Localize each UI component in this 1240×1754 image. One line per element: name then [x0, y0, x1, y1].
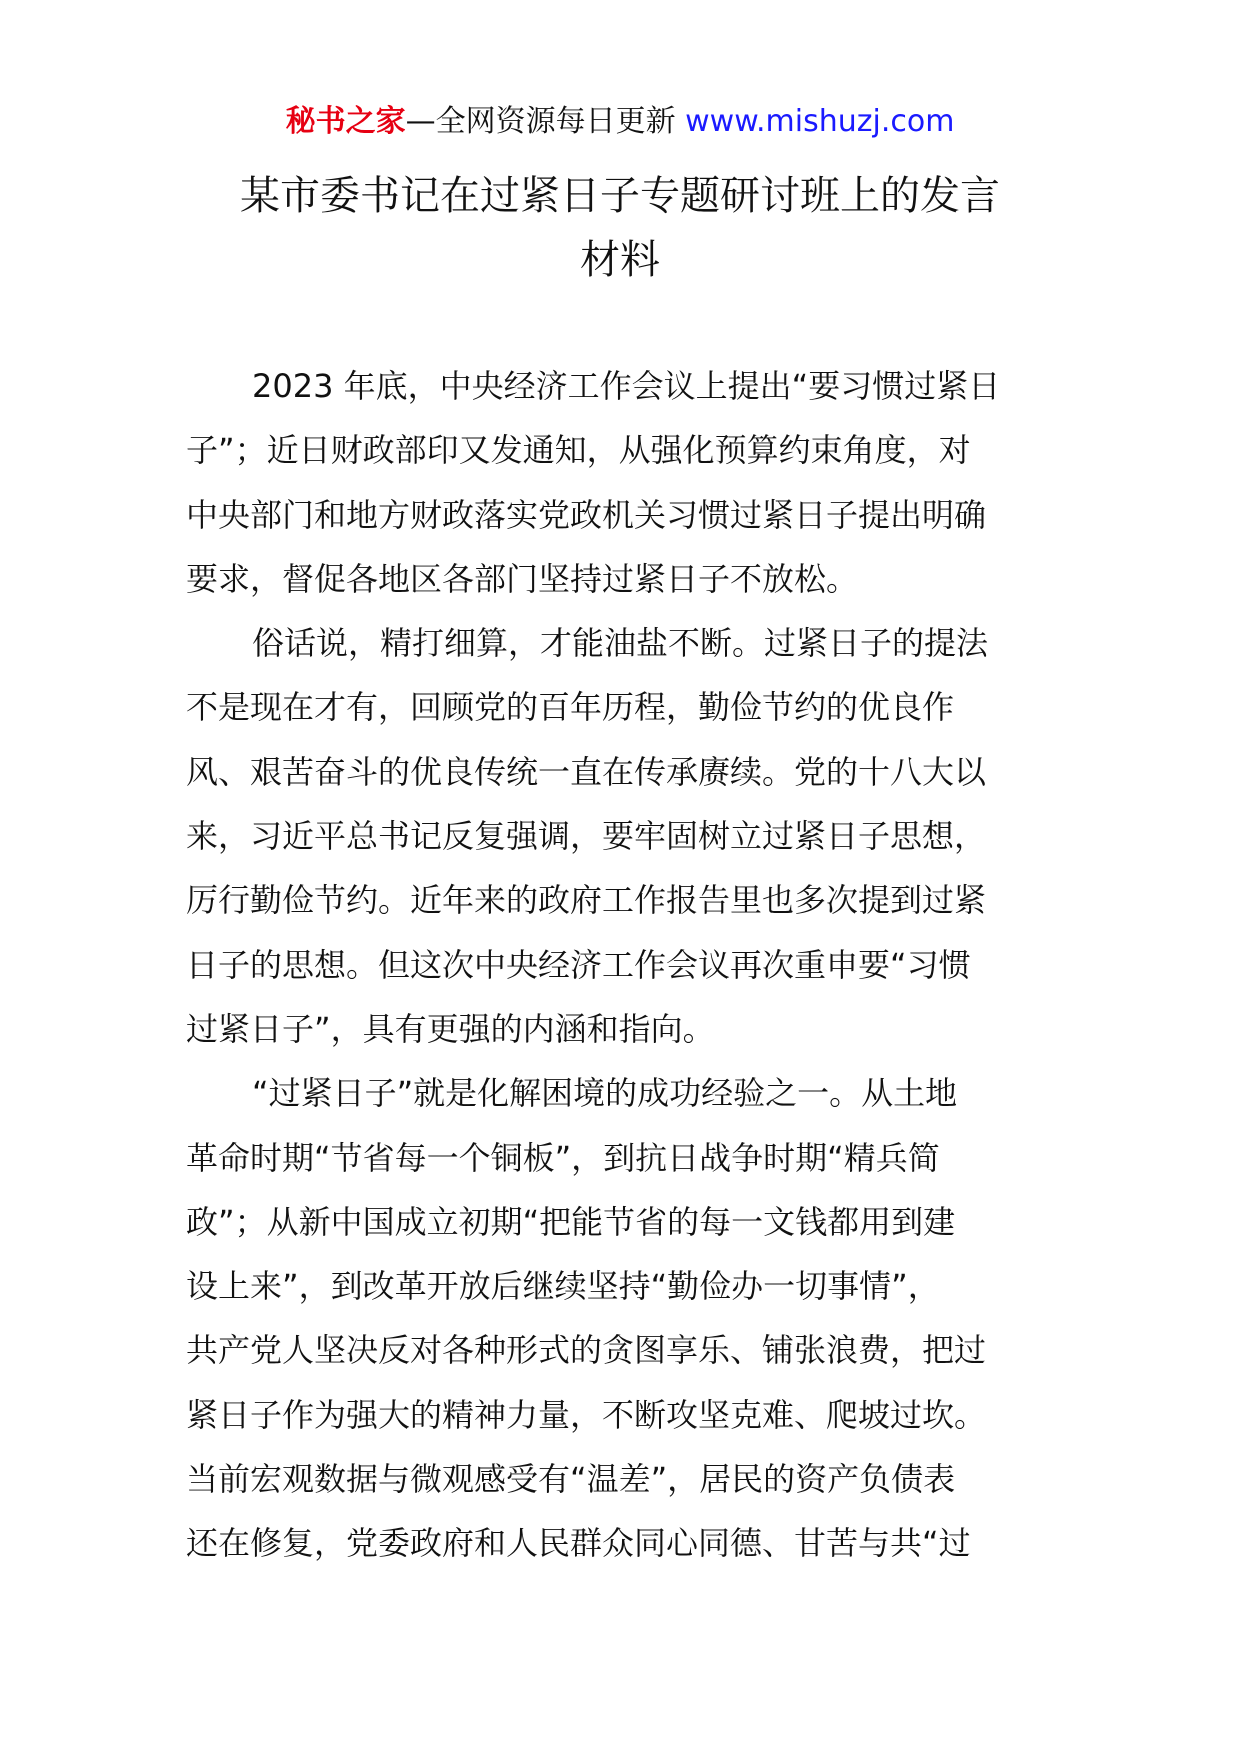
title-line-2: 材料 [580, 237, 660, 283]
body-line: 中央部门和地方财政落实党政机关习惯过紧日子提出明确 [186, 495, 987, 534]
brand-name: 秘书之家 [285, 104, 406, 139]
document-body [186, 354, 1056, 1576]
body-line: 共产党人坚决反对各种形式的贪图享乐、铺张浪费，把过 [186, 1331, 987, 1370]
body-line: 过紧日子”，具有更强的内涵和指向。 [186, 1009, 715, 1048]
body-line: 子”；近日财政部印又发通知，从强化预算约束角度，对 [186, 431, 971, 470]
body-line: 要求，督促各地区各部门坚持过紧日子不放松。 [186, 559, 859, 598]
title-line-1: 某市委书记在过紧日子专题研讨班上的发言 [240, 173, 1000, 219]
body-line: 风、艰苦奋斗的优良传统一直在传承赓续。党的十八大以 [186, 752, 987, 791]
site-url-link[interactable]: www.mishuzj.com [685, 104, 955, 139]
body-line: 不是现在才有，回顾党的百年历程，勤俭节约的优良作 [186, 688, 955, 727]
body-line: 2023 年底，中央经济工作会议上提出“要习惯过紧日 [252, 367, 1001, 405]
body-line: 紧日子作为强大的精神力量，不断攻坚克难、爬坡过坎。 [186, 1395, 987, 1434]
header-tagline: —全网资源每日更新 [405, 104, 686, 139]
body-line: 当前宏观数据与微观感受有“温差”，居民的资产负债表 [186, 1460, 956, 1499]
body-line: “过紧日子”就是化解困境的成功经验之一。从土地 [252, 1074, 958, 1113]
body-line: 设上来”，到改革开放后继续坚持“勤俭办一切事情”， [186, 1267, 940, 1306]
document-title [180, 164, 1060, 292]
body-line: 还在修复，党委政府和人民群众同心同德、甘苦与共“过 [186, 1524, 971, 1563]
body-line: 厉行勤俭节约。近年来的政府工作报告里也多次提到过紧 [186, 881, 987, 920]
body-line: 来，习近平总书记反复强调，要牢固树立过紧日子思想， [186, 817, 987, 856]
body-line: 日子的思想。但这次中央经济工作会议再次重申要“习惯 [186, 945, 971, 984]
body-line: 革命时期“节省每一个铜板”，到抗日战争时期“精兵简 [186, 1138, 940, 1177]
watermark-header [0, 100, 1240, 144]
body-line: 政”；从新中国成立初期“把能节省的每一文钱都用到建 [186, 1202, 956, 1241]
body-line: 俗话说，精打细算，才能油盐不断。过紧日子的提法 [252, 624, 989, 663]
